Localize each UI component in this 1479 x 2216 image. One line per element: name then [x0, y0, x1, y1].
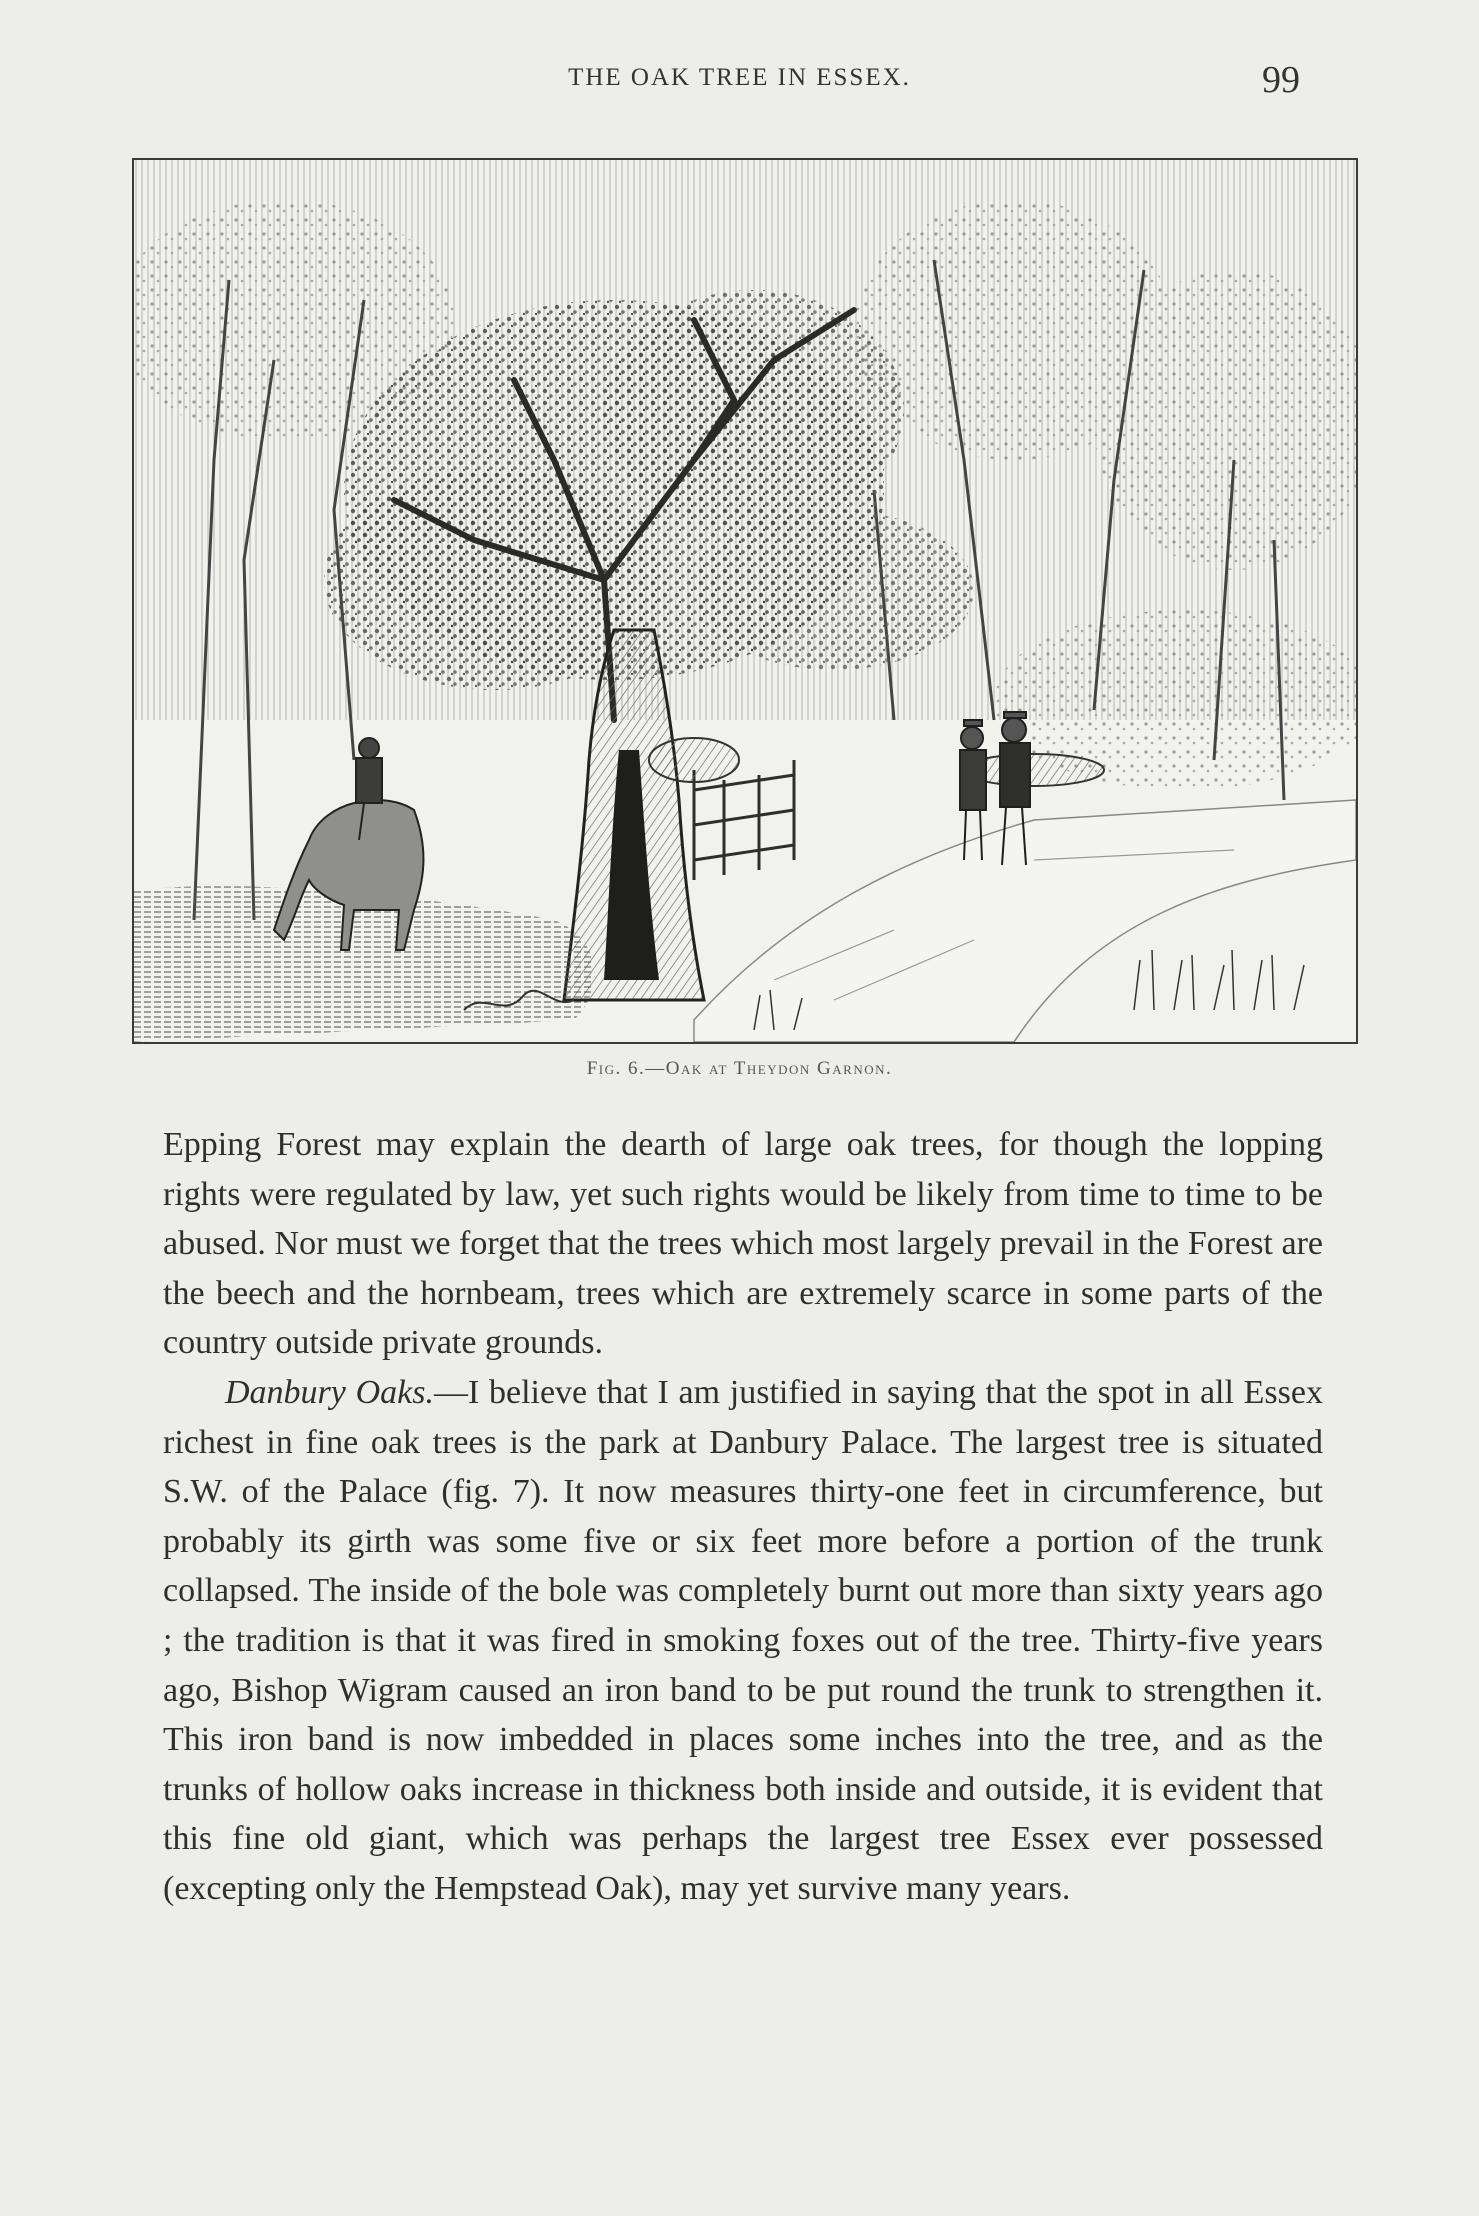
- paragraph-epping-forest: Epping Forest may explain the dearth of large oak trees, for though the lopping rights were regulated by law, yet such rights would be likely from time to time to be abused. Nor must we forget that the trees which most largely prevail in the Forest are the beech and the hornbeam, trees which are extremely scarce in some parts of the country outside private grounds.: [163, 1126, 1323, 1362]
- figure-caption: Fig. 6.—Oak at Theydon Garnon.: [586, 1058, 893, 1079]
- danbury-oaks-heading: Danbury Oaks.: [225, 1373, 434, 1411]
- running-head: THE OAK TREE IN ESSEX.: [568, 64, 911, 91]
- danbury-oaks-text: —I believe that I am justified in saying that the spot in all Essex richest in fine oak trees is the park at Danbury Palace. The largest tree is situated S.W. of the Palace (fig. 7). It now measures thirty-one feet in circumference, but probably its girth was some five or six feet more before a portion of the trunk collapsed. The inside of the bole was completely burnt out more than sixty years ago ; the tradition is that it was fired in smoking foxes out of the tree. Thirty-five years ago, Bishop Wigram caused an iron band to be put round the trunk to strengthen it. This iron band is now imbedded in places some inches into the tree, and as the trunks of hollow oaks increase in thickness both inside and outside, it is evident that this fine old giant, which was perhaps the largest tree Essex ever possessed (excepting only the Hempstead Oak), may yet survive many years.: [163, 1373, 1323, 1907]
- figure-illustration: [132, 158, 1358, 1044]
- body-text: [163, 1120, 1323, 1914]
- paragraph-danbury-oaks: [163, 1368, 1323, 1914]
- oak-engraving-icon: [134, 160, 1356, 1042]
- page-number: 99: [1262, 59, 1300, 101]
